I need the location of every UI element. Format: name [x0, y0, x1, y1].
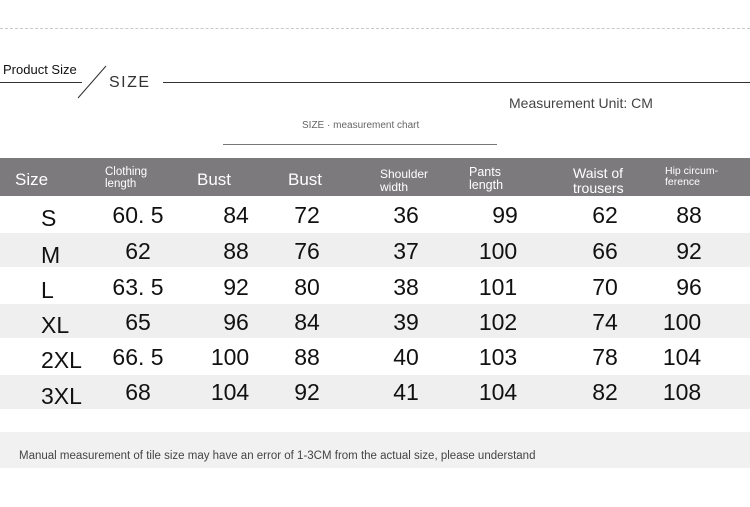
- cell-shoulder-width: 36: [393, 202, 419, 228]
- cell-hip: 108: [662, 379, 702, 405]
- cell-bust-2: 84: [294, 309, 320, 335]
- cell-size: S: [41, 205, 57, 231]
- cell-pants-length: 101: [478, 274, 518, 300]
- cell-waist: 74: [592, 309, 618, 335]
- slash-divider: [76, 64, 108, 100]
- cell-hip: 96: [676, 274, 702, 300]
- col-header-bust-1: Bust: [197, 170, 232, 189]
- cell-pants-length: 100: [478, 238, 518, 264]
- product-size-label: Product Size: [3, 62, 77, 77]
- cell-waist: 78: [592, 344, 618, 370]
- cell-pants-length: 99: [492, 202, 518, 228]
- cell-size: XL: [41, 312, 70, 338]
- cell-bust-2: 72: [294, 202, 320, 228]
- cell-shoulder-width: 38: [393, 274, 419, 300]
- cell-pants-length: 103: [478, 344, 518, 370]
- cell-bust-2: 92: [294, 379, 320, 405]
- cell-bust-2: 88: [294, 344, 320, 370]
- product-size-underline: [0, 82, 82, 83]
- cell-hip: 100: [662, 309, 702, 335]
- chart-title: SIZE · measurement chart: [302, 120, 420, 131]
- heading-rule: [163, 82, 750, 83]
- col-header-shoulder-width: Shoulder width: [380, 167, 429, 194]
- cell-pants-length: 104: [478, 379, 518, 405]
- cell-size: 2XL: [41, 347, 82, 373]
- cell-clothing-length: 65: [125, 309, 151, 335]
- cell-bust-1: 96: [223, 309, 249, 335]
- cell-clothing-length: 63. 5: [112, 274, 164, 300]
- col-header-size: Size: [15, 170, 49, 189]
- cell-waist: 66: [592, 238, 618, 264]
- cell-clothing-length: 66. 5: [112, 344, 164, 370]
- cell-clothing-length: 60. 5: [112, 202, 164, 228]
- cell-hip: 88: [676, 202, 702, 228]
- cell-shoulder-width: 39: [393, 309, 419, 335]
- cell-bust-1: 84: [223, 202, 249, 228]
- measurement-unit: Measurement Unit: CM: [509, 95, 653, 111]
- cell-clothing-length: 68: [125, 379, 151, 405]
- cell-pants-length: 102: [478, 309, 518, 335]
- top-dashed-divider: [0, 28, 750, 29]
- col-header-waist-of-trousers: Waist of trousers: [573, 165, 624, 196]
- cell-size: 3XL: [41, 383, 82, 409]
- cell-hip: 92: [676, 238, 702, 264]
- cell-bust-2: 76: [294, 238, 320, 264]
- cell-bust-1: 104: [210, 379, 250, 405]
- col-header-hip-circumference: Hip circum- ference: [665, 165, 719, 189]
- size-heading: SIZE: [109, 74, 151, 91]
- cell-bust-1: 100: [210, 344, 250, 370]
- cell-shoulder-width: 37: [393, 238, 419, 264]
- cell-shoulder-width: 40: [393, 344, 419, 370]
- col-header-pants-length: Pants length: [469, 165, 504, 193]
- cell-hip: 104: [662, 344, 702, 370]
- cell-waist: 82: [592, 379, 618, 405]
- cell-size: M: [41, 242, 61, 268]
- cell-bust-1: 88: [223, 238, 249, 264]
- cell-clothing-length: 62: [125, 238, 151, 264]
- measurement-note: Manual measurement of tile size may have an error of 1-3CM from the actual size, please understand: [19, 450, 536, 462]
- cell-shoulder-width: 41: [393, 379, 419, 405]
- cell-bust-2: 80: [294, 274, 320, 300]
- cell-waist: 70: [592, 274, 618, 300]
- col-header-clothing-length: Clothing length: [105, 166, 148, 191]
- chart-title-underline: [223, 144, 497, 145]
- cell-bust-1: 92: [223, 274, 249, 300]
- cell-size: L: [41, 277, 54, 303]
- cell-waist: 62: [592, 202, 618, 228]
- col-header-bust-2: Bust: [288, 170, 323, 189]
